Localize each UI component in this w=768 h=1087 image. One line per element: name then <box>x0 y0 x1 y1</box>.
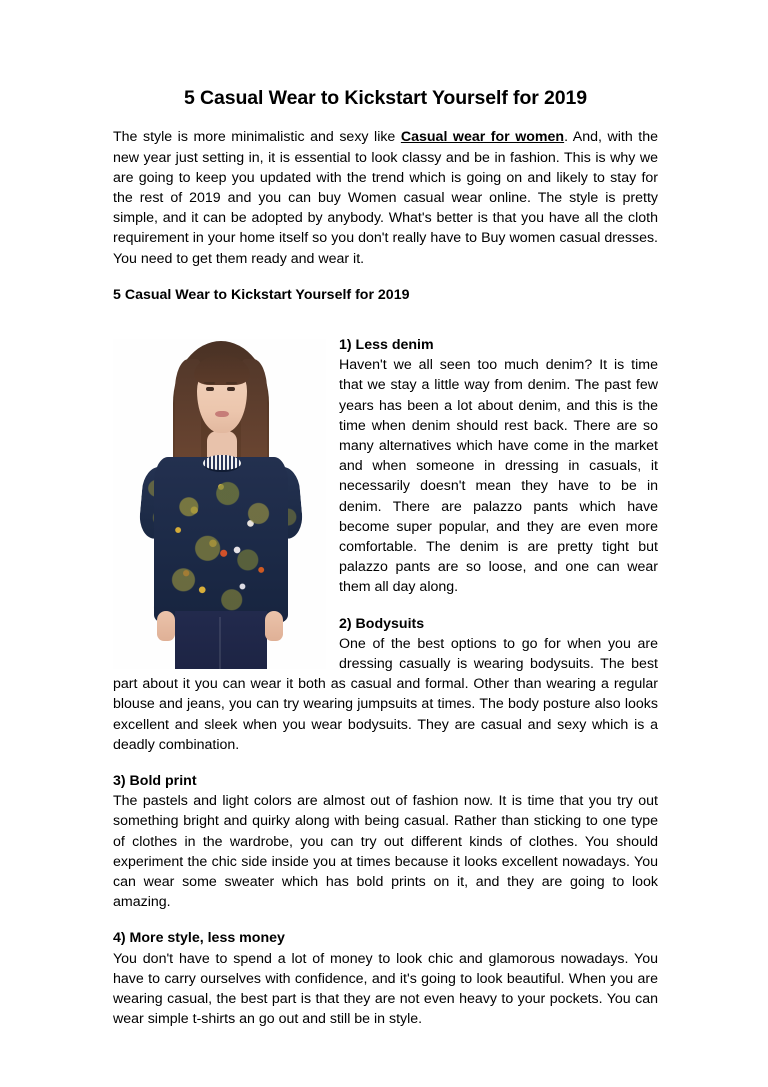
casual-wear-for-women-link[interactable]: Casual wear for women <box>400 129 565 146</box>
image-and-text-block <box>113 335 658 771</box>
model-photo-image <box>113 339 326 669</box>
subsection-heading-1: 1) Less denim <box>339 336 434 353</box>
lips-shape <box>215 411 229 417</box>
subsection-body-1: Haven't we all seen too much denim? It is time that we stay a little way from denim. The past few years has been a lot about denim, and this is the time when denim should rest back. There are so many alternatives which have come in the market and when someone in dressing in casuals, it necessarily doesn't mean they have to be in denim. There are palazzo pants which have become super popular, and they are even more comfortable. The denim is are pretty tight but palazzo pants are so loose, and one can wear them all day along. <box>339 357 658 596</box>
hand-left-shape <box>157 611 175 641</box>
subsection-heading-2: 2) Bodysuits <box>339 615 425 632</box>
eye-right-shape <box>227 387 235 391</box>
collar-shape <box>203 455 241 472</box>
page-title: 5 Casual Wear to Kickstart Yourself for 2019 <box>183 87 588 109</box>
subsection-heading-4: 4) More style, less money <box>113 930 285 947</box>
intro-paragraph <box>113 127 658 268</box>
model-photo <box>113 339 326 669</box>
intro-text-after-link: . And, with the new year just setting in, it is essential to look classy and be in fashion. This is why we are going to keep you updated with the trend which is going on and likely to stay for the rest of 2019 and you can buy Women casual wear online. The style is pretty simple, and it can be adopted by anybody. What's better is that you have all the cloth requirement in your home itself so you don't really have to Buy women casual dresses. You need to get them ready and wear it. <box>113 129 658 267</box>
jeans-shape <box>175 611 267 669</box>
subsection-body-3: The pastels and light colors are almost out of fashion now. It is time that you try out something bright and quirky along with being casual. Rather than sticking to one type of clothes in the wardrobe, you can try out different kinds of clothes. You should experiment the chic side inside you at times because it looks excellent nowadays. You can wear some sweater which has bold prints on it, and they are going to look amazing. <box>113 793 658 911</box>
document-content <box>113 86 658 1029</box>
floral-top-shape <box>154 457 288 623</box>
subsection-heading-3: 3) Bold print <box>113 773 197 790</box>
hand-right-shape <box>265 611 283 641</box>
eye-left-shape <box>206 387 214 391</box>
subsection-body-4: You don't have to spend a lot of money to look chic and glamorous nowadays. You have to carry ourselves with confidence, and it's going to look beautiful. When you are wearing casual, the best part is that they are not even heavy to your pockets. You can wear simple t-shirts an go out and still be in style. <box>113 950 658 1028</box>
subsection-body-2: One of the best options to go for when you are dressing casually is wearing bodysuits. The best part about it you can wear it both as casual and formal. Other than wearing a regular blouse and jeans, you can try wearing jumpsuits at times. The body posture also looks excellent and sleek when you wear bodysuits. They are casual and sexy which is a deadly combination. <box>113 635 658 753</box>
intro-text-before-link: The style is more minimalistic and sexy like <box>113 129 401 146</box>
section-heading: 5 Casual Wear to Kickstart Yourself for 2019 <box>113 286 410 303</box>
